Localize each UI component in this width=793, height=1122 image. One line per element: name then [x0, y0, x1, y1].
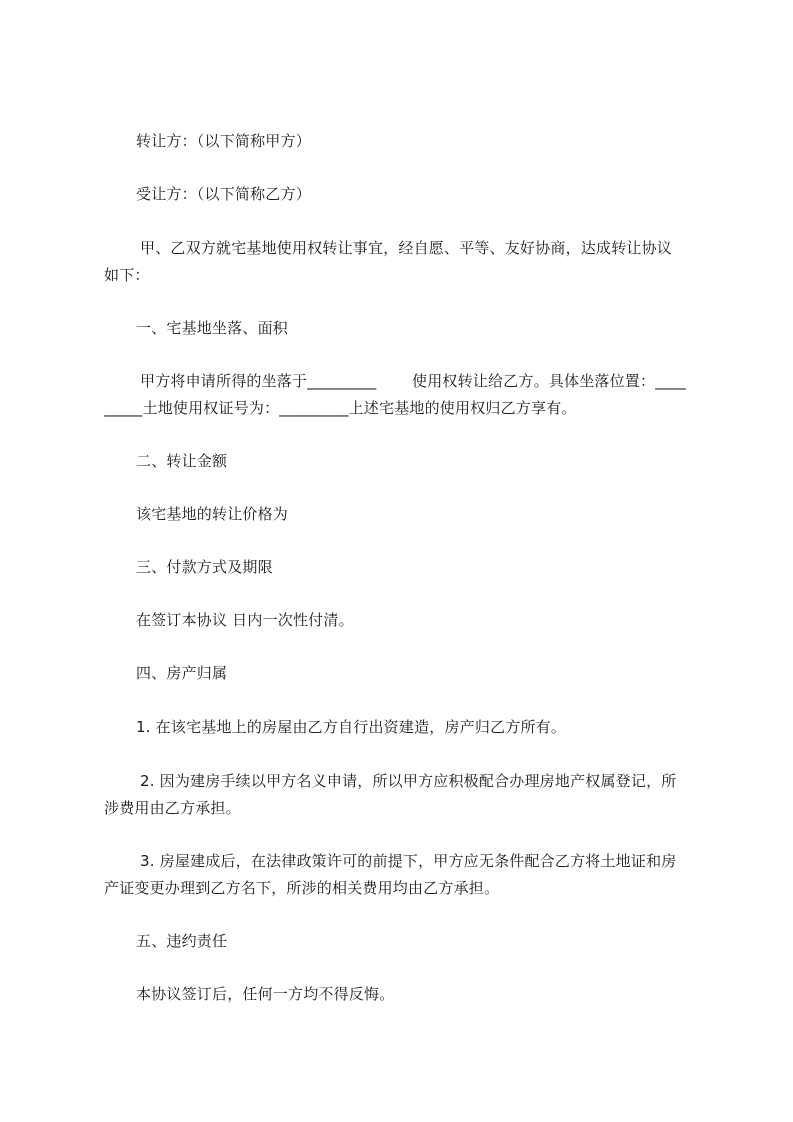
section-4-item-2-line-1: 2. 因为建房手续以甲方名义申请，所以甲方应积极配合办理房地产权属登记，所: [140, 772, 677, 790]
intro-line-2: 如下：: [104, 266, 150, 284]
section-2-heading: 二、转让金额: [136, 452, 228, 470]
section-5-body: 本协议签订后，任何一方均不得反悔。: [136, 985, 395, 1003]
section-5-heading: 五、违约责任: [136, 932, 228, 950]
section-3-heading: 三、付款方式及期限: [136, 558, 273, 576]
section-4-item-3-line-1: 3. 房屋建成后，在法律政策许可的前提下，甲方应无条件配合乙方将土地证和房: [140, 852, 677, 870]
section-4-item-1: 1. 在该宅基地上的房屋由乙方自行出资建造，房产归乙方所有。: [136, 718, 567, 736]
section-4-item-3-line-2: 产证变更办理到乙方名下，所涉的相关费用均由乙方承担。: [104, 879, 500, 897]
section-1-line-1a: 甲方将申请所得的坐落于_________: [140, 372, 377, 390]
section-4-heading: 四、房产归属: [136, 664, 228, 682]
section-1-line-1b: 使用权转让给乙方。具体坐落位置：____: [412, 372, 687, 390]
section-1-line-2: _____土地使用权证号为：_________上述宅基地的使用权归乙方享有。: [104, 399, 577, 417]
section-2-body: 该宅基地的转让价格为: [136, 505, 289, 523]
section-4-item-2-line-2: 涉费用由乙方承担。: [104, 799, 241, 817]
section-3-body: 在签订本协议 日内一次性付清。: [136, 611, 354, 629]
intro-line-1: 甲、乙双方就宅基地使用权转让事宜，经自愿、平等、友好协商，达成转让协议: [140, 239, 673, 257]
party-b-line: 受让方：（以下简称乙方）: [136, 185, 311, 203]
section-1-heading: 一、宅基地坐落、面积: [136, 319, 289, 337]
party-a-line: 转让方：（以下简称甲方）: [136, 132, 311, 150]
